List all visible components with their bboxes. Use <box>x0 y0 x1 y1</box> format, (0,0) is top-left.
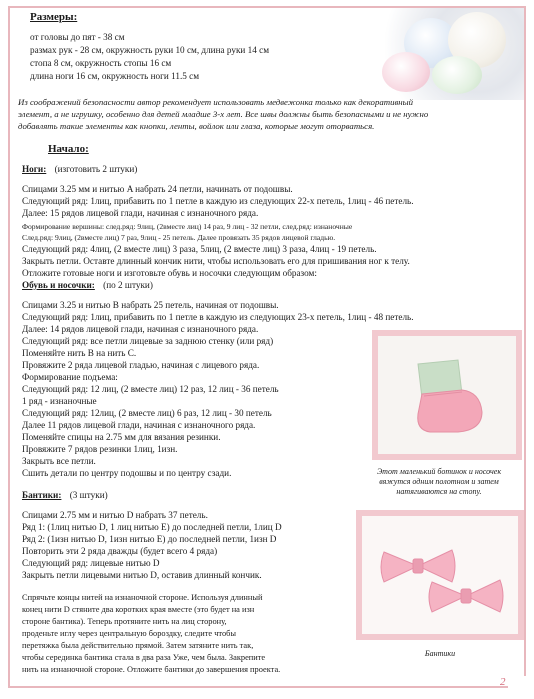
shoes-line: Следующий ряд: 1лиц, прибавить по 1 петле в каждую из следующих 23-х петель, 1лиц - 48 петель. <box>22 312 414 322</box>
bows-photo <box>356 510 524 640</box>
shoes-line: Поменяйте спицы на 2.75 мм для вязания резинки. <box>22 432 221 442</box>
safety-note-line: добавлять такие элементы как кнопки, ленты, войлок или глаза, которые могут оторваться. <box>18 121 375 131</box>
size-line: стопа 8 см, окружность стопы 16 см <box>30 58 172 68</box>
legs-line: Спицами 3.25 мм и нитью A набрать 24 петли, начинать от подошвы. <box>22 184 293 194</box>
shoes-heading-row <box>22 280 153 291</box>
sock-caption <box>346 467 532 497</box>
legs-line: Закрыть петли. Оставте длинный кончик нити, чтобы использовать его для пришивания ног к телу. <box>22 256 410 266</box>
shoes-line: Поменяйте нить B на нить C. <box>22 348 137 358</box>
legs-line: Отложите готовые ноги и изготовьте обувь и носочки следующим образом: <box>22 268 317 278</box>
legs-line: След.ряд: 9лиц, (2вместе лиц) 7 раз, 9лиц - 25 петель. Далее провязать 35 рядов лицевой гладью. <box>22 233 336 242</box>
shoes-line: Спицами 3.25 и нитью B набрать 25 петель, начиная от подошвы. <box>22 300 279 310</box>
shoes-line: Провяжите 7 рядов резинки 1лиц, 1изн. <box>22 444 178 454</box>
sock-caption-line: Этот маленький ботинок и носочек <box>376 467 502 476</box>
bows-line: Спицами 2.75 мм и нитью D набрать 37 петель. <box>22 510 208 520</box>
page-frame-left <box>8 6 10 688</box>
bows-caption: Бантики <box>424 649 456 658</box>
shoes-line: Формирование подъема: <box>22 372 118 382</box>
legs-line: Далее: 15 рядов лицевой глади, начиная с изнаночного ряда. <box>22 208 259 218</box>
bows-line: Ряд 2: (1изн нитью D, 1изн нитью E) до последней петли, 1изн D <box>22 534 277 544</box>
bows-finish-line: проденьте иглу через центральную бороздку, следите чтобы <box>22 629 237 638</box>
shoes-line: Сшить детали по центру подошвы и по центру сзади. <box>22 468 232 478</box>
legs-line: Формирование вершины: след.ряд: 9лиц, (2вместе лиц) 14 раз, 9 лиц - 32 петли, след.ряд: изнаночные <box>22 222 353 231</box>
start-heading: Начало: <box>48 143 89 155</box>
shoes-title: Обувь и носочки: <box>22 280 95 290</box>
bows-line: Ряд 1: (1лиц нитью D, 1 лиц нитью E) до последней петли, 1лиц D <box>22 522 282 532</box>
page-number: 2 <box>500 676 506 688</box>
bows-title: Бантики: <box>22 490 62 500</box>
shoes-line: Следующий ряд: 12лиц, (2 вместе лиц) 6 раз, 12 лиц - 30 петель <box>22 408 272 418</box>
shoes-subtitle: (по 2 штуки) <box>103 280 153 290</box>
size-line: от головы до пят - 38 см <box>30 32 125 42</box>
sock-caption-line: натягиваются на стопу. <box>396 487 482 496</box>
legs-title: Ноги: <box>22 164 47 174</box>
bows-line: Повторить эти 2 ряда дважды (будет всего 4 ряда) <box>22 546 218 556</box>
shoes-line: Следующий ряд: 12 лиц, (2 вместе лиц) 12 раз, 12 лиц - 36 петель <box>22 384 279 394</box>
bows-line: Закрыть петли лицевыми нитью D, оставив длинный кончик. <box>22 570 262 580</box>
bows-line: Следующий ряд: лицевые нитью D <box>22 558 160 568</box>
shoes-line: Далее 11 рядов лицевой глади, начиная с изнаночного ряда. <box>22 420 256 430</box>
bows-finish-line: перетяжка была действительно прямой. Затем затяните нить так, <box>22 641 254 650</box>
page-frame-bottom <box>8 686 508 688</box>
yarn-photo <box>374 8 524 100</box>
sock-caption-line: вяжутся одним полотном и затем <box>379 477 499 486</box>
bows-finish-line: стороне бантика). Теперь протяните нить на лиц сторону, <box>22 617 227 626</box>
bows-subtitle: (3 штуки) <box>69 490 108 500</box>
shoes-line: Закрыть все петли. <box>22 456 96 466</box>
page-frame-right <box>524 6 526 676</box>
legs-subtitle: (изготовить 2 штуки) <box>54 164 138 174</box>
legs-heading-row <box>22 164 137 175</box>
size-line: длина ноги 16 см, окружность ноги 11.5 см <box>30 71 200 81</box>
shoes-line: Провяжите 2 ряда лицевой гладью, начиная с лицевого ряда. <box>22 360 260 370</box>
sock-illustration <box>378 336 516 454</box>
bows-finish-line: конец нити D стяните два коротких края вместе (это будет на изн <box>22 605 255 614</box>
bows-finish-line: чтобы серединка бантика стала в два раза Уже, чем была. Закрепите <box>22 653 266 662</box>
legs-line: Следующий ряд: 1лиц, прибавить по 1 петле в каждую из следующих 22-х петель, 1лиц - 46 петель. <box>22 196 414 206</box>
safety-note-line: элемент, а не игрушку, особенно для детей младше 3-х лет. Все швы должны быть безопасными и не нужно <box>18 109 429 119</box>
size-line: размах рук - 28 см, окружность руки 10 см, длина руки 14 см <box>30 45 270 55</box>
legs-line: Следующий ряд: 4лиц, (2 вместе лиц) 3 раза, 5лиц, (2 вместе лиц) 3 раза, 4лиц - 19 петель. <box>22 244 377 254</box>
shoes-line: 1 ряд - изнаночные <box>22 396 97 406</box>
sock-photo <box>372 330 522 460</box>
bows-finish-line: Спрячьте концы нитей на изнаночной стороне. Используя длинный <box>22 593 263 602</box>
sizes-heading: Размеры: <box>30 11 78 23</box>
bows-finish-line: нить на изнаночной стороне. Отложите бантики до завершения проекта. <box>22 665 281 674</box>
shoes-line: Следующий ряд: все петли лицевые за заднюю стенку (или ряд) <box>22 336 274 346</box>
shoes-line: Далее: 14 рядов лицевой глади, начиная с изнаночного ряда. <box>22 324 259 334</box>
safety-note-line: Из соображений безопасности автор рекомендует использовать медвежонка только как декоративный <box>18 97 414 107</box>
bows-heading-row <box>22 490 108 501</box>
bows-illustration <box>362 516 518 634</box>
